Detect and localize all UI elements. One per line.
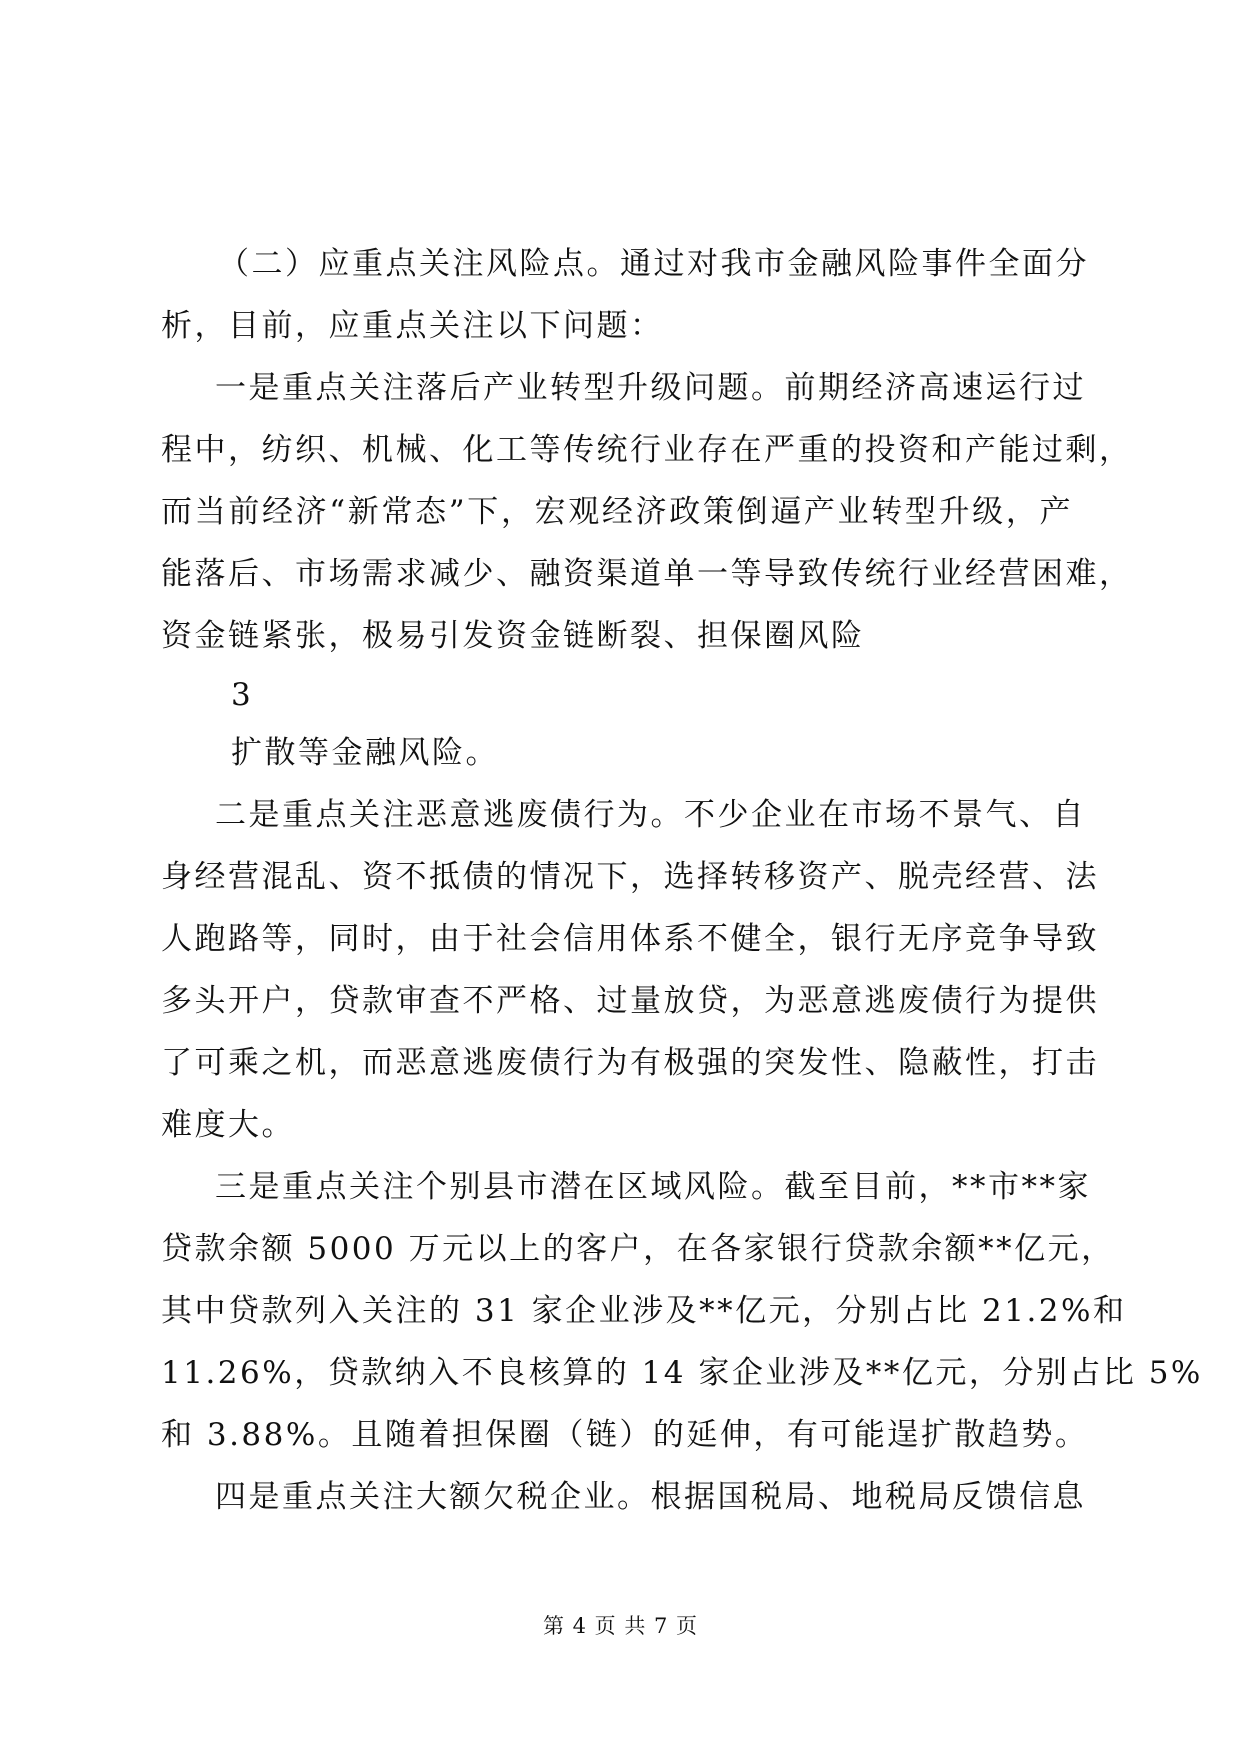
paragraph-line: 了可乘之机，而恶意逃废债行为有极强的突发性、隐蔽性，打击 [161,1045,1099,1081]
inline-page-number: 3 [231,677,254,713]
paragraph-line: 资金链紧张，极易引发资金链断裂、担保圈风险 [161,618,865,654]
paragraph-line: 和 3.88%。且随着担保圈（链）的延伸，有可能逞扩散趋势。 [161,1417,1089,1453]
paragraph-line: 11.26%，贷款纳入不良核算的 14 家企业涉及**亿元，分别占比 5% [161,1355,1203,1391]
paragraph-line: 四是重点关注大额欠税企业。根据国税局、地税局反馈信息 [215,1479,1086,1515]
paragraph-line: 难度大。 [161,1107,295,1143]
paragraph-line: 而当前经济“新常态”下，宏观经济政策倒逼产业转型升级，产 [161,494,1073,530]
paragraph-line: 程中，纺织、机械、化工等传统行业存在严重的投资和产能过剩， [161,432,1133,468]
page-footer: 第 4 页 共 7 页 [542,1614,699,1638]
paragraph-line: 一是重点关注落后产业转型升级问题。前期经济高速运行过 [215,370,1086,406]
paragraph-line: 身经营混乱、资不抵债的情况下，选择转移资产、脱壳经营、法 [161,859,1099,895]
paragraph-line: （二）应重点关注风险点。通过对我市金融风险事件全面分 [218,246,1089,282]
paragraph-line: 能落后、市场需求减少、融资渠道单一等导致传统行业经营困难， [161,556,1133,592]
paragraph-line: 析，目前，应重点关注以下问题： [161,308,664,344]
paragraph-line: 扩散等金融风险。 [231,735,499,771]
paragraph-line: 三是重点关注个别县市潜在区域风险。截至目前，**市**家 [215,1169,1091,1205]
paragraph-line: 人跑路等，同时，由于社会信用体系不健全，银行无序竞争导致 [161,921,1099,957]
paragraph-line: 二是重点关注恶意逃废债行为。不少企业在市场不景气、自 [215,797,1086,833]
paragraph-line: 多头开户，贷款审查不严格、过量放贷，为恶意逃废债行为提供 [161,983,1099,1019]
paragraph-line: 贷款余额 5000 万元以上的客户，在各家银行贷款余额**亿元， [161,1231,1115,1267]
paragraph-line: 其中贷款列入关注的 31 家企业涉及**亿元，分别占比 21.2%和 [161,1293,1127,1329]
